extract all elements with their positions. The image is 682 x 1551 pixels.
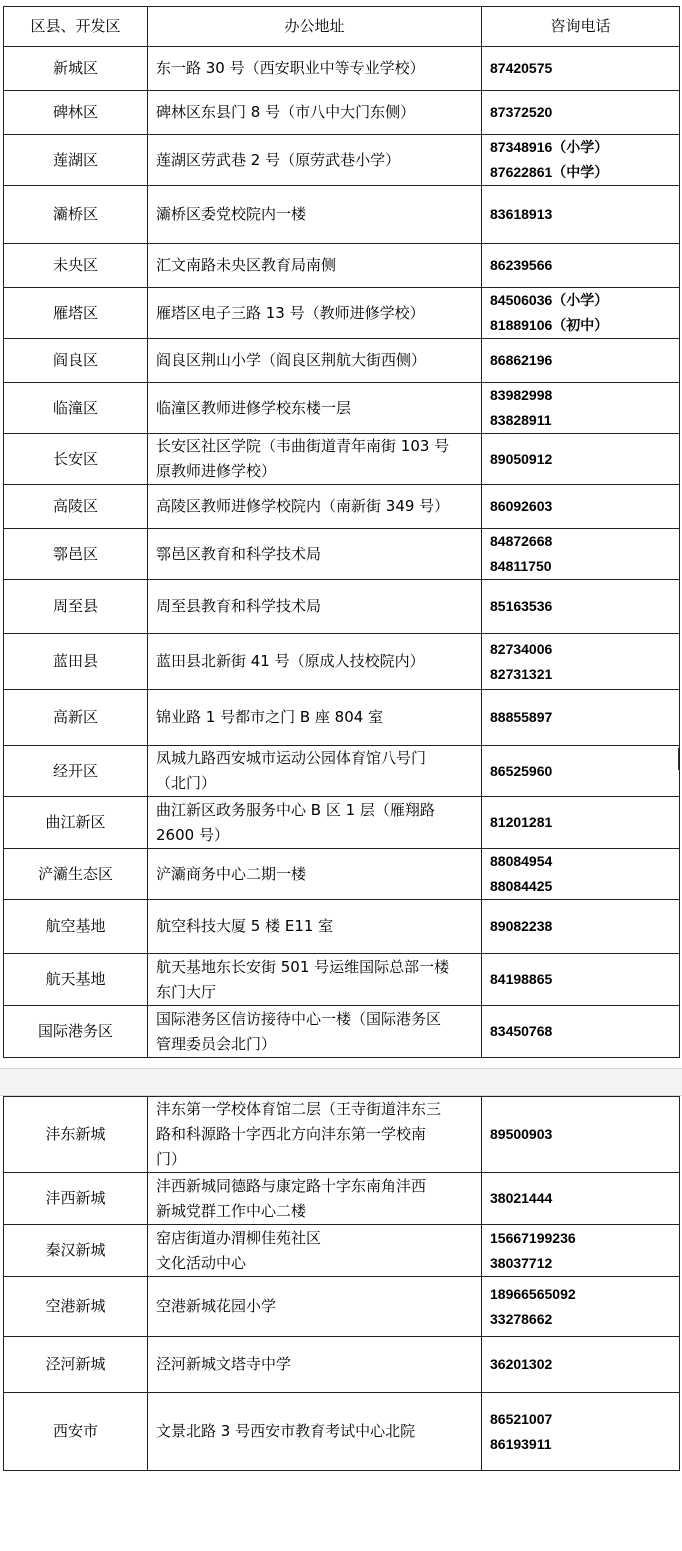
district-cell: 高新区: [4, 690, 148, 746]
address-cell: 东一路 30 号（西安职业中等专业学校）: [148, 47, 482, 91]
table-row: [4, 954, 680, 1006]
phone-cell: 36201302: [482, 1337, 680, 1393]
district-cell: 蓝田县: [4, 634, 148, 690]
district-cell: 沣东新城: [4, 1097, 148, 1173]
table-row: [4, 746, 680, 797]
address-cell: 浐灞商务中心二期一楼: [148, 849, 482, 900]
table-row: [4, 383, 680, 434]
table-row: [4, 1173, 680, 1225]
address-cell: 沣西新城同德路与康定路十字东南角沣西 新城党群工作中心二楼: [148, 1173, 482, 1225]
district-cell: 长安区: [4, 434, 148, 485]
district-cell: 泾河新城: [4, 1337, 148, 1393]
table-row: [4, 1277, 680, 1337]
address-cell: 锦业路 1 号都市之门 B 座 804 室: [148, 690, 482, 746]
table-row: [4, 1393, 680, 1471]
office-table-continued: [3, 1096, 680, 1471]
district-cell: 浐灞生态区: [4, 849, 148, 900]
table-row: [4, 849, 680, 900]
phone-cell: 83450768: [482, 1006, 680, 1058]
table-row: [4, 485, 680, 529]
district-cell: 灞桥区: [4, 186, 148, 244]
table-row: [4, 1337, 680, 1393]
address-cell: 窑店街道办渭柳佳苑社区 文化活动中心: [148, 1225, 482, 1277]
table-row: [4, 135, 680, 186]
address-cell: 灞桥区委党校院内一楼: [148, 186, 482, 244]
district-cell: 雁塔区: [4, 288, 148, 339]
district-cell: 新城区: [4, 47, 148, 91]
table-row: [4, 797, 680, 849]
address-cell: 鄠邑区教育和科学技术局: [148, 529, 482, 580]
phone-cell: 86092603: [482, 485, 680, 529]
address-cell: 周至县教育和科学技术局: [148, 580, 482, 634]
phone-cell: 87348916（小学） 87622861（中学）: [482, 135, 680, 186]
address-cell: 沣东第一学校体育馆二层（王寺街道沣东三 路和科源路十字西北方向沣东第一学校南 门）: [148, 1097, 482, 1173]
address-cell: 蓝田县北新街 41 号（原成人技校院内）: [148, 634, 482, 690]
table-row: [4, 339, 680, 383]
district-cell: 航天基地: [4, 954, 148, 1006]
district-cell: 临潼区: [4, 383, 148, 434]
district-cell: 西安市: [4, 1393, 148, 1471]
address-cell: 高陵区教师进修学校院内（南新街 349 号）: [148, 485, 482, 529]
header-district: 区县、开发区: [4, 7, 148, 47]
address-cell: 临潼区教师进修学校东楼一层: [148, 383, 482, 434]
district-cell: 国际港务区: [4, 1006, 148, 1058]
phone-cell: 89082238: [482, 900, 680, 954]
phone-cell: 88855897: [482, 690, 680, 746]
phone-cell: 18966565092 33278662: [482, 1277, 680, 1337]
district-cell: 空港新城: [4, 1277, 148, 1337]
phone-cell: 15667199236 38037712: [482, 1225, 680, 1277]
table-row: [4, 288, 680, 339]
address-cell: 航天基地东长安街 501 号运维国际总部一楼 东门大厅: [148, 954, 482, 1006]
table-row: [4, 47, 680, 91]
address-cell: 长安区社区学院（韦曲街道青年南街 103 号 原教师进修学校）: [148, 434, 482, 485]
phone-cell: 86521007 86193911: [482, 1393, 680, 1471]
phone-cell: 85163536: [482, 580, 680, 634]
phone-cell: 89050912: [482, 434, 680, 485]
address-cell: 航空科技大厦 5 楼 E11 室: [148, 900, 482, 954]
phone-cell: 86525960: [482, 746, 680, 797]
table-row: [4, 529, 680, 580]
table-row: [4, 1006, 680, 1058]
district-cell: 航空基地: [4, 900, 148, 954]
phone-cell: 82734006 82731321: [482, 634, 680, 690]
table-row: [4, 580, 680, 634]
district-cell: 高陵区: [4, 485, 148, 529]
address-cell: 国际港务区信访接待中心一楼（国际港务区 管理委员会北门）: [148, 1006, 482, 1058]
district-cell: 沣西新城: [4, 1173, 148, 1225]
table-row: [4, 1225, 680, 1277]
header-address: 办公地址: [148, 7, 482, 47]
address-cell: 汇文南路未央区教育局南侧: [148, 244, 482, 288]
phone-cell: 86862196: [482, 339, 680, 383]
phone-cell: 83618913: [482, 186, 680, 244]
header-phone: 咨询电话: [482, 7, 680, 47]
table-row: [4, 244, 680, 288]
office-table: [3, 6, 680, 1058]
table-row: [4, 690, 680, 746]
table-row: [4, 434, 680, 485]
phone-cell: 83982998 83828911: [482, 383, 680, 434]
district-cell: 阎良区: [4, 339, 148, 383]
district-cell: 秦汉新城: [4, 1225, 148, 1277]
page-break: [0, 1068, 682, 1096]
phone-cell: 84506036（小学） 81889106（初中）: [482, 288, 680, 339]
district-cell: 碑林区: [4, 91, 148, 135]
address-cell: 曲江新区政务服务中心 B 区 1 层（雁翔路 2600 号）: [148, 797, 482, 849]
table-row: [4, 634, 680, 690]
phone-cell: 86239566: [482, 244, 680, 288]
table-row: [4, 900, 680, 954]
address-cell: 空港新城花园小学: [148, 1277, 482, 1337]
address-cell: 阎良区荆山小学（阎良区荆航大街西侧）: [148, 339, 482, 383]
address-cell: 碑林区东县门 8 号（市八中大门东侧）: [148, 91, 482, 135]
district-cell: 周至县: [4, 580, 148, 634]
table-row: [4, 91, 680, 135]
address-cell: 文景北路 3 号西安市教育考试中心北院: [148, 1393, 482, 1471]
phone-cell: 84872668 84811750: [482, 529, 680, 580]
phone-cell: 81201281: [482, 797, 680, 849]
table-row: [4, 1097, 680, 1173]
address-cell: 凤城九路西安城市运动公园体育馆八号门 （北门）: [148, 746, 482, 797]
phone-cell: 84198865: [482, 954, 680, 1006]
phone-cell: 38021444: [482, 1173, 680, 1225]
district-cell: 未央区: [4, 244, 148, 288]
address-cell: 雁塔区电子三路 13 号（教师进修学校）: [148, 288, 482, 339]
table-row: [4, 186, 680, 244]
header-row: [4, 7, 680, 47]
district-cell: 莲湖区: [4, 135, 148, 186]
phone-cell: 87372520: [482, 91, 680, 135]
district-cell: 曲江新区: [4, 797, 148, 849]
district-cell: 鄠邑区: [4, 529, 148, 580]
phone-cell: 88084954 88084425: [482, 849, 680, 900]
district-cell: 经开区: [4, 746, 148, 797]
address-cell: 泾河新城文塔寺中学: [148, 1337, 482, 1393]
phone-cell: 87420575: [482, 47, 680, 91]
address-cell: 莲湖区劳武巷 2 号（原劳武巷小学）: [148, 135, 482, 186]
phone-cell: 89500903: [482, 1097, 680, 1173]
